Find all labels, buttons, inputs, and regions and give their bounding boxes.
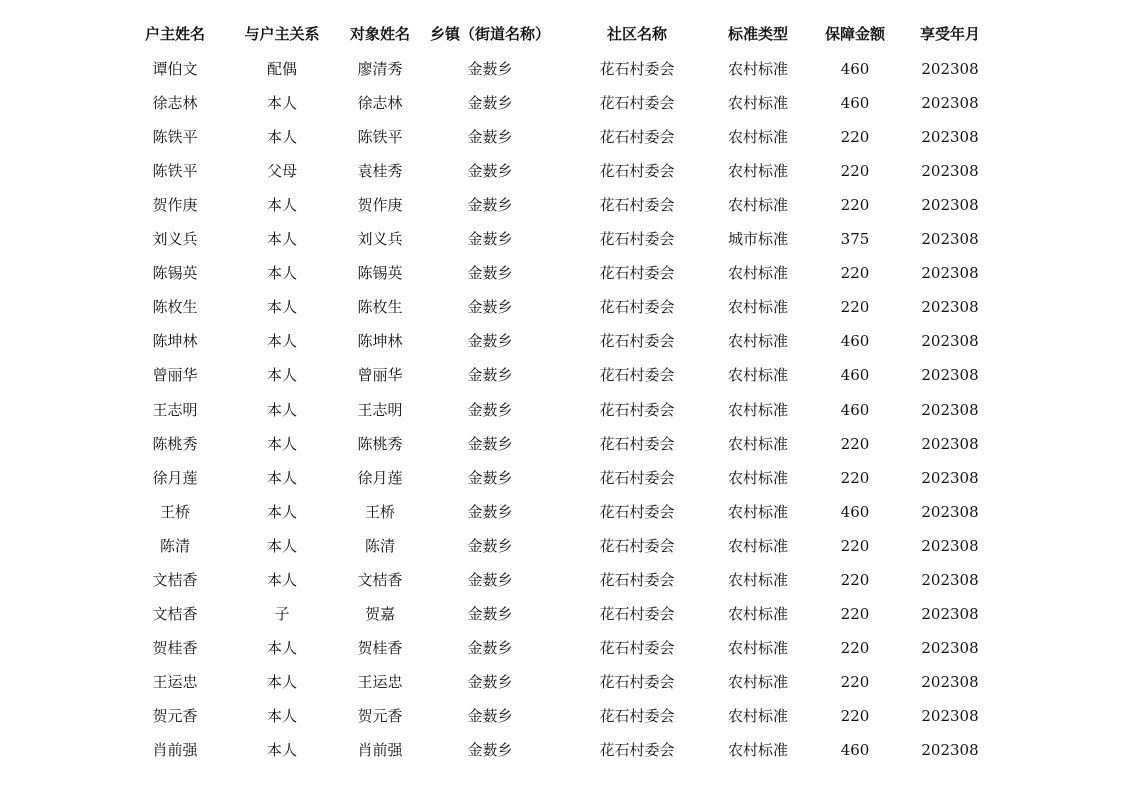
cell-amount: 220	[840, 128, 870, 147]
cell-township: 金薮乡	[467, 672, 513, 691]
cell-amount: 220	[840, 298, 870, 317]
cell-amount: 220	[840, 264, 870, 283]
table-row	[0, 86, 1122, 120]
cell-household-head-name: 陈枚生	[152, 298, 198, 317]
table-row	[0, 222, 1122, 256]
cell-household-head-name: 徐月莲	[152, 468, 198, 487]
cell-recipient-name: 陈枚生	[357, 298, 403, 317]
cell-recipient-name: 刘义兵	[357, 230, 403, 249]
header-amount: 保障金额	[824, 25, 885, 43]
table-row	[0, 699, 1122, 733]
cell-recipient-name: 廖清秀	[357, 60, 403, 78]
cell-township: 金薮乡	[467, 741, 513, 759]
cell-relationship: 本人	[266, 298, 297, 317]
table-row	[0, 154, 1122, 188]
cell-amount: 220	[840, 638, 870, 657]
cell-relationship: 本人	[266, 468, 297, 487]
cell-recipient-name: 徐月莲	[357, 468, 403, 487]
cell-township: 金薮乡	[467, 332, 513, 351]
cell-community: 花石村委会	[599, 366, 675, 385]
cell-amount: 460	[840, 366, 870, 385]
cell-month: 202308	[921, 264, 979, 283]
cell-township: 金薮乡	[467, 94, 513, 113]
table-row	[0, 665, 1122, 699]
cell-recipient-name: 曾丽华	[357, 366, 403, 385]
cell-amount: 220	[840, 162, 870, 181]
cell-township: 金薮乡	[467, 502, 513, 521]
cell-month: 202308	[921, 230, 979, 249]
cell-amount: 220	[840, 706, 870, 725]
cell-standard-type: 农村标准	[727, 264, 788, 283]
cell-community: 花石村委会	[599, 230, 675, 249]
cell-recipient-name: 王志明	[357, 400, 403, 419]
cell-standard-type: 农村标准	[727, 570, 788, 589]
cell-relationship: 本人	[266, 502, 297, 521]
cell-relationship: 本人	[266, 264, 297, 283]
cell-household-head-name: 王志明	[152, 400, 198, 419]
cell-household-head-name: 贺作庚	[152, 196, 198, 215]
cell-standard-type: 城市标准	[727, 230, 788, 249]
cell-relationship: 本人	[266, 94, 297, 113]
cell-community: 花石村委会	[599, 264, 675, 283]
cell-relationship: 本人	[266, 230, 297, 249]
cell-month: 202308	[921, 706, 979, 725]
cell-community: 花石村委会	[599, 468, 675, 487]
cell-standard-type: 农村标准	[727, 400, 788, 419]
cell-township: 金薮乡	[467, 162, 513, 181]
cell-standard-type: 农村标准	[727, 741, 788, 759]
cell-month: 202308	[921, 94, 979, 113]
cell-standard-type: 农村标准	[727, 162, 788, 181]
cell-recipient-name: 贺嘉	[364, 604, 395, 623]
cell-community: 花石村委会	[599, 570, 675, 589]
cell-relationship: 配偶	[266, 60, 297, 78]
cell-month: 202308	[921, 434, 979, 453]
cell-standard-type: 农村标准	[727, 196, 788, 215]
cell-household-head-name: 肖前强	[152, 741, 198, 759]
cell-relationship: 本人	[266, 128, 297, 147]
header-month: 享受年月	[919, 25, 980, 43]
cell-relationship: 本人	[266, 332, 297, 351]
cell-recipient-name: 陈铁平	[357, 128, 403, 147]
cell-month: 202308	[921, 638, 979, 657]
cell-township: 金薮乡	[467, 604, 513, 623]
cell-community: 花石村委会	[599, 638, 675, 657]
cell-recipient-name: 贺桂香	[357, 638, 403, 657]
cell-household-head-name: 徐志林	[152, 94, 198, 113]
cell-month: 202308	[921, 128, 979, 147]
cell-standard-type: 农村标准	[727, 332, 788, 351]
cell-household-head-name: 文桔香	[152, 570, 198, 589]
table-row	[0, 358, 1122, 392]
table-header-row	[0, 17, 1122, 51]
table-row	[0, 324, 1122, 358]
cell-standard-type: 农村标准	[727, 60, 788, 78]
cell-household-head-name: 陈桃秀	[152, 434, 198, 453]
table-row	[0, 529, 1122, 563]
cell-relationship: 本人	[266, 706, 297, 725]
cell-amount: 220	[840, 604, 870, 623]
cell-amount: 460	[840, 60, 870, 78]
cell-relationship: 子	[274, 604, 290, 623]
cell-relationship: 本人	[266, 400, 297, 419]
cell-month: 202308	[921, 60, 979, 78]
cell-community: 花石村委会	[599, 706, 675, 725]
cell-community: 花石村委会	[599, 741, 675, 759]
cell-community: 花石村委会	[599, 332, 675, 351]
cell-month: 202308	[921, 332, 979, 351]
cell-recipient-name: 肖前强	[357, 741, 403, 759]
header-household-head-name: 户主姓名	[144, 25, 205, 43]
cell-relationship: 本人	[266, 741, 297, 759]
table-row	[0, 120, 1122, 154]
cell-recipient-name: 王运忠	[357, 672, 403, 691]
cell-recipient-name: 陈清	[364, 536, 395, 555]
cell-month: 202308	[921, 366, 979, 385]
cell-standard-type: 农村标准	[727, 638, 788, 657]
cell-township: 金薮乡	[467, 706, 513, 725]
cell-community: 花石村委会	[599, 128, 675, 147]
cell-recipient-name: 徐志林	[357, 94, 403, 113]
cell-recipient-name: 贺作庚	[357, 196, 403, 215]
cell-household-head-name: 谭伯文	[152, 60, 198, 78]
cell-relationship: 本人	[266, 434, 297, 453]
cell-amount: 375	[840, 230, 870, 249]
cell-standard-type: 农村标准	[727, 672, 788, 691]
cell-township: 金薮乡	[467, 366, 513, 385]
cell-household-head-name: 文桔香	[152, 604, 198, 623]
cell-amount: 460	[840, 502, 870, 521]
cell-recipient-name: 陈坤林	[357, 332, 403, 351]
cell-community: 花石村委会	[599, 162, 675, 181]
cell-township: 金薮乡	[467, 230, 513, 249]
cell-household-head-name: 刘义兵	[152, 230, 198, 249]
cell-amount: 460	[840, 741, 870, 759]
cell-community: 花石村委会	[599, 400, 675, 419]
cell-recipient-name: 贺元香	[357, 706, 403, 725]
header-recipient-name: 对象姓名	[349, 25, 410, 43]
cell-standard-type: 农村标准	[727, 298, 788, 317]
cell-standard-type: 农村标准	[727, 94, 788, 113]
cell-relationship: 本人	[266, 638, 297, 657]
cell-household-head-name: 陈清	[159, 536, 190, 555]
cell-month: 202308	[921, 536, 979, 555]
cell-month: 202308	[921, 196, 979, 215]
table-row	[0, 188, 1122, 222]
table-row	[0, 597, 1122, 631]
cell-amount: 220	[840, 672, 870, 691]
cell-township: 金薮乡	[467, 536, 513, 555]
cell-amount: 220	[840, 196, 870, 215]
cell-standard-type: 农村标准	[727, 434, 788, 453]
table-row	[0, 290, 1122, 324]
cell-township: 金薮乡	[467, 434, 513, 453]
cell-household-head-name: 陈铁平	[152, 128, 198, 147]
cell-month: 202308	[921, 741, 979, 759]
table-row	[0, 495, 1122, 529]
cell-recipient-name: 袁桂秀	[357, 162, 403, 181]
cell-relationship: 父母	[266, 162, 297, 181]
cell-township: 金薮乡	[467, 196, 513, 215]
cell-standard-type: 农村标准	[727, 366, 788, 385]
cell-community: 花石村委会	[599, 196, 675, 215]
cell-month: 202308	[921, 570, 979, 589]
cell-standard-type: 农村标准	[727, 468, 788, 487]
cell-relationship: 本人	[266, 366, 297, 385]
cell-relationship: 本人	[266, 196, 297, 215]
cell-household-head-name: 曾丽华	[152, 366, 198, 385]
cell-month: 202308	[921, 400, 979, 419]
cell-township: 金薮乡	[467, 264, 513, 283]
header-relationship: 与户主关系	[244, 25, 320, 43]
cell-month: 202308	[921, 502, 979, 521]
cell-community: 花石村委会	[599, 60, 675, 78]
cell-relationship: 本人	[266, 536, 297, 555]
cell-community: 花石村委会	[599, 604, 675, 623]
cell-standard-type: 农村标准	[727, 536, 788, 555]
cell-amount: 220	[840, 434, 870, 453]
cell-amount: 460	[840, 400, 870, 419]
header-township: 乡镇（街道名称）	[429, 25, 550, 43]
cell-recipient-name: 王桥	[364, 502, 395, 521]
header-community: 社区名称	[606, 25, 667, 43]
cell-household-head-name: 贺元香	[152, 706, 198, 725]
table-row	[0, 631, 1122, 665]
cell-community: 花石村委会	[599, 672, 675, 691]
table-row	[0, 52, 1122, 86]
table-row	[0, 563, 1122, 597]
cell-recipient-name: 陈桃秀	[357, 434, 403, 453]
cell-community: 花石村委会	[599, 434, 675, 453]
cell-community: 花石村委会	[599, 536, 675, 555]
cell-recipient-name: 文桔香	[357, 570, 403, 589]
cell-household-head-name: 陈锡英	[152, 264, 198, 283]
cell-month: 202308	[921, 468, 979, 487]
cell-month: 202308	[921, 162, 979, 181]
cell-household-head-name: 陈坤林	[152, 332, 198, 351]
cell-household-head-name: 贺桂香	[152, 638, 198, 657]
table-row	[0, 393, 1122, 427]
cell-township: 金薮乡	[467, 128, 513, 147]
cell-standard-type: 农村标准	[727, 604, 788, 623]
header-standard-type: 标准类型	[727, 25, 788, 43]
table-row	[0, 461, 1122, 495]
cell-amount: 220	[840, 468, 870, 487]
cell-township: 金薮乡	[467, 468, 513, 487]
cell-amount: 460	[840, 332, 870, 351]
cell-standard-type: 农村标准	[727, 128, 788, 147]
cell-community: 花石村委会	[599, 298, 675, 317]
cell-recipient-name: 陈锡英	[357, 264, 403, 283]
cell-township: 金薮乡	[467, 400, 513, 419]
cell-amount: 460	[840, 94, 870, 113]
table-row	[0, 427, 1122, 461]
cell-township: 金薮乡	[467, 570, 513, 589]
cell-household-head-name: 陈铁平	[152, 162, 198, 181]
cell-relationship: 本人	[266, 570, 297, 589]
cell-township: 金薮乡	[467, 298, 513, 317]
cell-township: 金薮乡	[467, 60, 513, 78]
cell-standard-type: 农村标准	[727, 502, 788, 521]
cell-township: 金薮乡	[467, 638, 513, 657]
cell-amount: 220	[840, 536, 870, 555]
cell-month: 202308	[921, 604, 979, 623]
cell-community: 花石村委会	[599, 502, 675, 521]
cell-household-head-name: 王桥	[159, 502, 190, 521]
cell-amount: 220	[840, 570, 870, 589]
cell-standard-type: 农村标准	[727, 706, 788, 725]
table-row	[0, 256, 1122, 290]
cell-community: 花石村委会	[599, 94, 675, 113]
cell-household-head-name: 王运忠	[152, 672, 198, 691]
table-row	[0, 733, 1122, 767]
cell-month: 202308	[921, 298, 979, 317]
cell-relationship: 本人	[266, 672, 297, 691]
cell-month: 202308	[921, 672, 979, 691]
